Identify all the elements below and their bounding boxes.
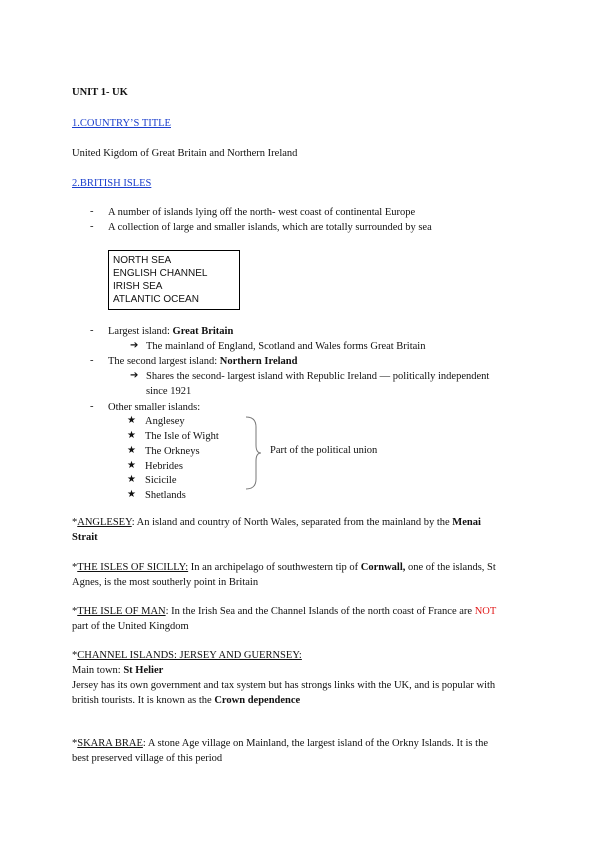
largest-island-line	[108, 325, 233, 338]
isle-of-man-text: : In the Irish Sea and the Channel Islands of the north coast of France are	[165, 606, 475, 617]
page-heading: UNIT 1- UK	[72, 87, 128, 98]
island-item: Sicicile	[145, 475, 177, 486]
star-icon: ★	[127, 489, 136, 500]
star-icon: ★	[127, 415, 136, 426]
island-item: The Isle of Wight	[145, 431, 219, 442]
largest-island-value: Great Britain	[172, 326, 234, 337]
skara-brae-paragraph: *SKARA BRAE: A stone Age village on Mainland, the largest island of the Orkny Islands. It is the	[72, 738, 488, 749]
anglesey-paragraph-cont: Strait	[72, 532, 98, 543]
arrow-icon: ➔	[130, 370, 139, 381]
jersey-paragraph: Jersey has its own government and tax system but has strongs links with the UK, and is popular with	[72, 680, 496, 691]
anglesey-paragraph: *ANGLESEY: An island and country of North Wales, separated from the mainland by the Menai	[72, 517, 481, 528]
bullet-islands-collection: A collection of large and smaller islands, which are totally surrounded by sea	[108, 222, 432, 233]
anglesey-label: ANGLESEY	[77, 517, 132, 528]
star-icon: ★	[127, 460, 136, 471]
channel-islands-label: CHANNEL ISLANDS: JERSEY AND GUERNSEY:	[77, 650, 302, 661]
skara-brae-paragraph-cont: best preserved village of this period	[72, 753, 223, 764]
sea-item: ENGLISH CHANNEL	[113, 268, 208, 279]
second-island-detail: Shares the second- largest island with Republic Ireland — politically independent	[146, 371, 490, 382]
island-item: Anglesey	[145, 416, 185, 427]
sea-item: IRISH SEA	[113, 281, 163, 292]
isle-of-man-paragraph: *THE ISLE OF MAN: In the Irish Sea and the Channel Islands of the north coast of France are NOT	[72, 606, 497, 617]
star-icon: ★	[127, 430, 136, 441]
section-british-isles[interactable]: 2.BRITISH ISLES	[72, 178, 152, 189]
skara-brae-label: SKARA BRAE	[77, 738, 143, 749]
isle-of-man-paragraph-cont: part of the United Kingdom	[72, 621, 189, 632]
dash-bullet: -	[90, 401, 94, 412]
political-union-note: Part of the political union	[270, 445, 378, 456]
sea-item: ATLANTIC OCEAN	[113, 294, 199, 305]
star-icon: ★	[127, 445, 136, 456]
isle-of-man-label: THE ISLE OF MAN	[77, 606, 166, 617]
dash-bullet: -	[90, 325, 94, 336]
bullet-islands-location: A number of islands lying off the north- west coast of continental Europe	[108, 207, 416, 218]
cornwall: Cornwall,	[360, 562, 406, 573]
largest-island-label: Largest island:	[108, 326, 173, 337]
scilly-text-2: one of the islands, St	[405, 562, 496, 573]
island-item: The Orkneys	[145, 446, 200, 457]
scilly-label: THE ISLES OF SICILLY:	[77, 562, 189, 573]
dash-bullet: -	[90, 221, 94, 232]
sea-item: NORTH SEA	[113, 255, 172, 266]
arrow-icon: ➔	[130, 340, 139, 351]
main-town-value: St Helier	[123, 665, 164, 676]
right-brace-icon	[244, 415, 262, 491]
island-item: Hebrides	[145, 461, 183, 472]
main-town-line	[72, 664, 163, 677]
scilly-paragraph-cont: Agnes, is the most southerly point in Britain	[72, 577, 259, 588]
jersey-text: british tourists. It is known as the	[72, 695, 215, 706]
not-emphasis: NOT	[474, 606, 497, 617]
seas-box	[108, 250, 240, 310]
scilly-paragraph: *THE ISLES OF SICILLY: In an archipelago of southwestern tip of Cornwall, one of the islands, St	[72, 562, 496, 573]
island-item: Shetlands	[145, 490, 186, 501]
second-island-detail-cont: since 1921	[146, 386, 192, 397]
second-island-value: Northern Ireland	[219, 356, 298, 367]
second-island-line	[108, 355, 297, 368]
anglesey-text: : An island and country of North Wales, separated from the mainland by the	[131, 517, 453, 528]
country-full-name: United Kigdom of Great Britain and Northern Ireland	[72, 148, 298, 159]
star-icon: ★	[127, 474, 136, 485]
dash-bullet: -	[90, 355, 94, 366]
skara-brae-text: : A stone Age village on Mainland, the largest island of the Orkny Islands. It is the	[142, 738, 488, 749]
second-island-label: The second largest island:	[108, 356, 220, 367]
section-country-title[interactable]: 1.COUNTRY’S TITLE	[72, 118, 171, 129]
largest-island-detail: The mainland of England, Scotland and Wales forms Great Britain	[146, 341, 426, 352]
scilly-text: In an archipelago of southwestern tip of	[188, 562, 361, 573]
dash-bullet: -	[90, 206, 94, 217]
crown-dependence: Crown dependence	[214, 695, 301, 706]
other-islands-label: Other smaller islands:	[108, 402, 201, 413]
menai-strait: Menai	[452, 517, 481, 528]
main-town-label: Main town:	[72, 665, 124, 676]
channel-islands-heading: *CHANNEL ISLANDS: JERSEY AND GUERNSEY:	[72, 650, 302, 661]
jersey-paragraph-cont	[72, 694, 300, 707]
